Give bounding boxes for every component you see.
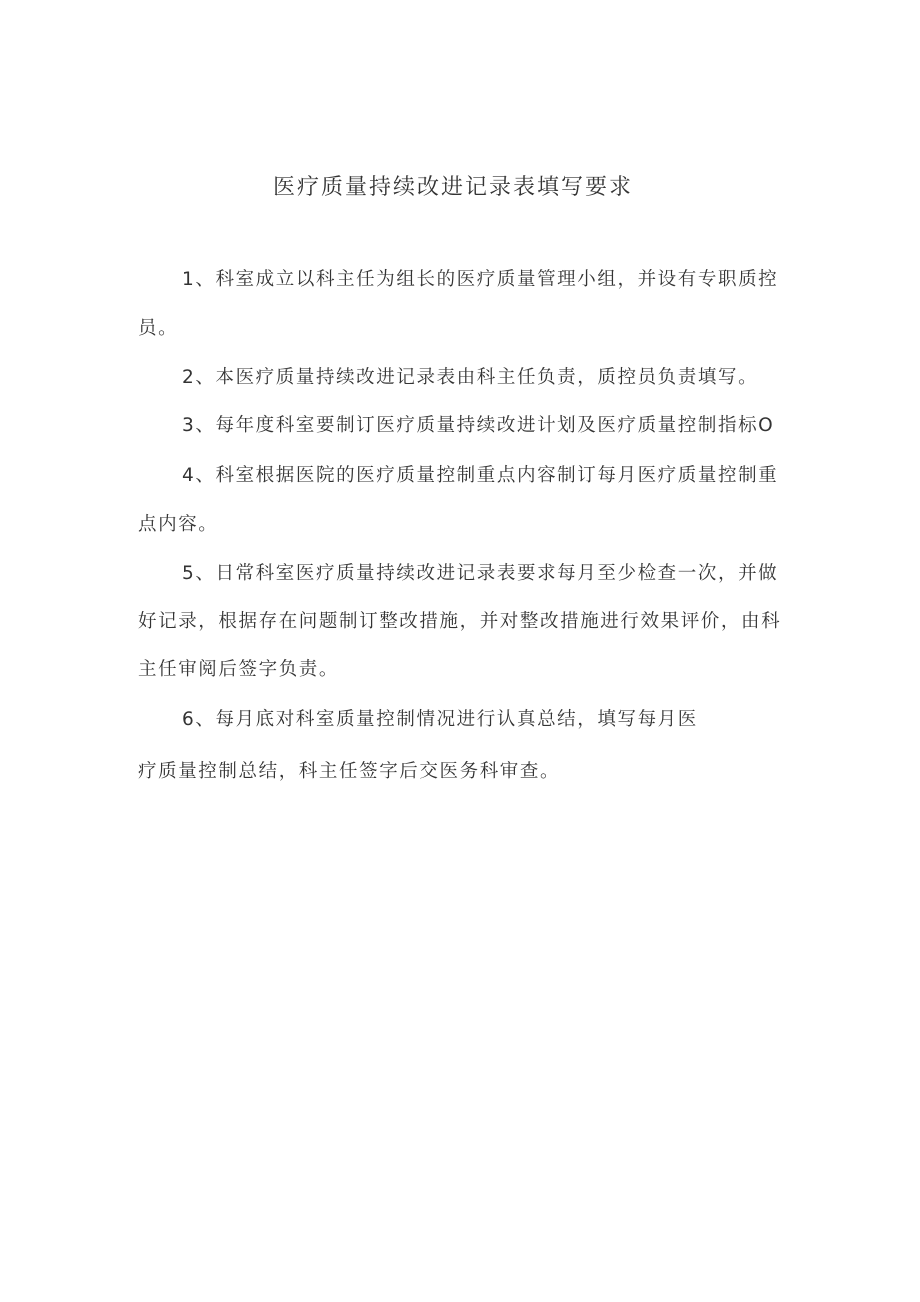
document-title: 医疗质量持续改进记录表填写要求 bbox=[272, 175, 633, 200]
item-5-line-1: 5、日常科室医疗质量持续改进记录表要求每月至少检查一次，并做 bbox=[182, 563, 779, 584]
item-4-line-2: 点内容。 bbox=[138, 514, 219, 535]
item-1-line-1: 1、科室成立以科主任为组长的医疗质量管理小组，并设有专职质控 bbox=[182, 269, 779, 290]
item-5-line-2: 好记录，根据存在问题制订整改措施，并对整改措施进行效果评价，由科 bbox=[138, 611, 782, 632]
item-1-line-2: 员。 bbox=[138, 318, 179, 339]
item-4-line-1: 4、科室根据医院的医疗质量控制重点内容制订每月医疗质量控制重 bbox=[182, 465, 779, 486]
item-6-line-2: 疗质量控制总结，科主任签字后交医务科审查。 bbox=[138, 761, 561, 782]
item-2-line-1: 2、本医疗质量持续改进记录表由科主任负责，质控员负责填写。 bbox=[182, 367, 759, 388]
item-5-line-3: 主任审阅后签字负责。 bbox=[138, 659, 340, 680]
item-3-line-1: 3、每年度科室要制订医疗质量持续改进计划及医疗质量控制指标O bbox=[182, 415, 775, 436]
item-6-line-1: 6、每月底对科室质量控制情况进行认真总结，填写每月医 bbox=[182, 709, 698, 730]
